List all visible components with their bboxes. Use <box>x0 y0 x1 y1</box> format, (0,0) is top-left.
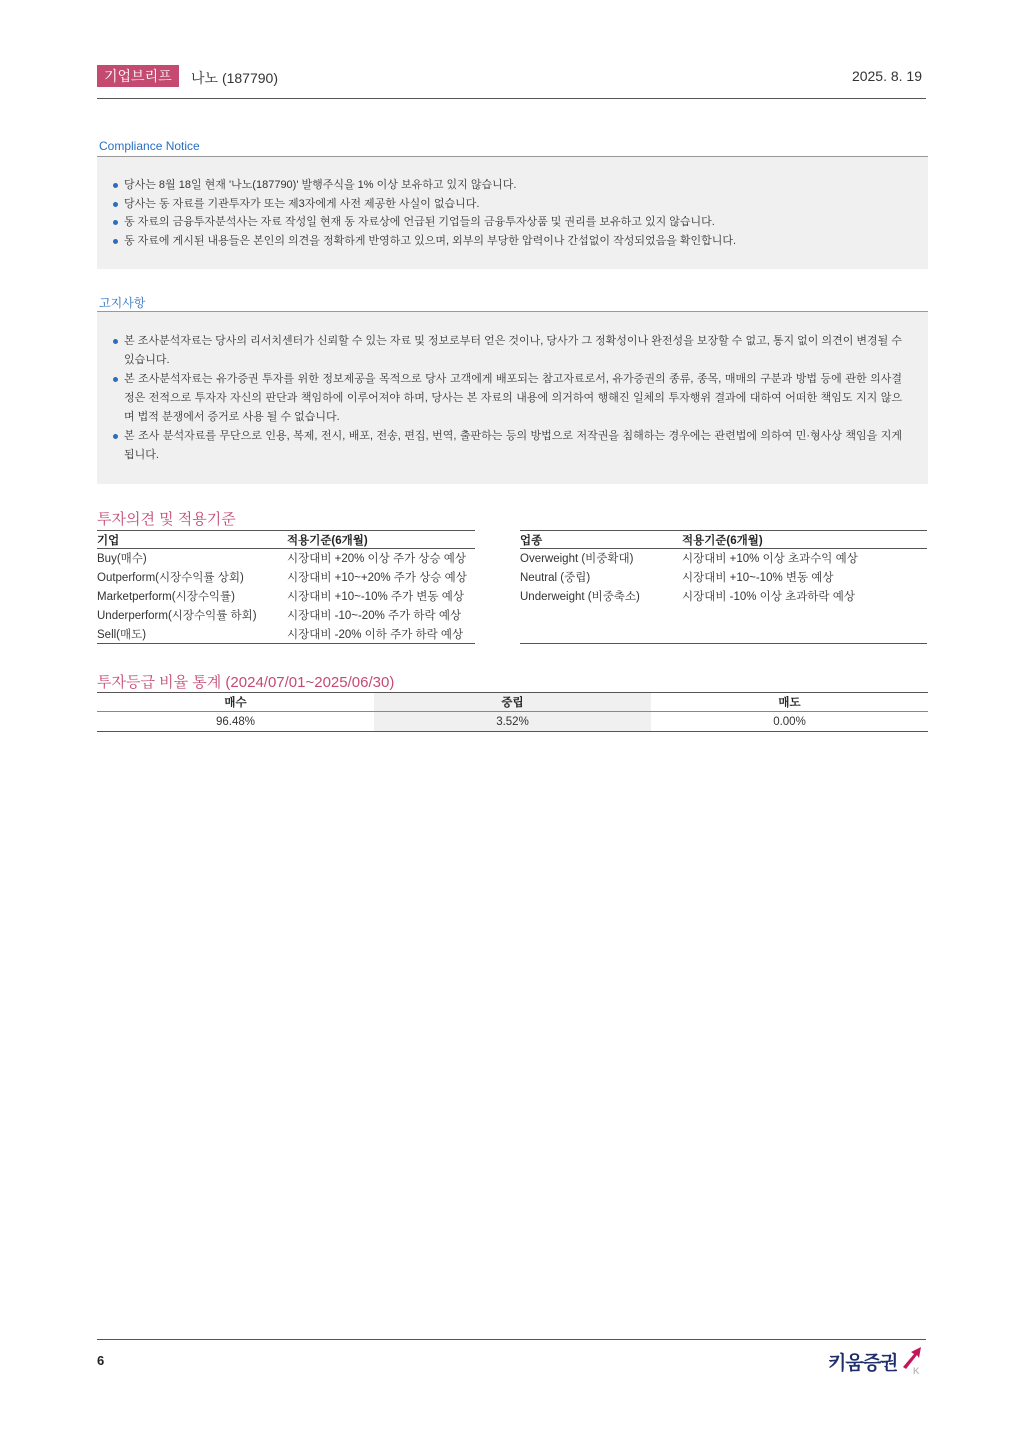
list-item: 당사는 동 자료를 기관투자가 또는 제3자에게 사전 제공한 사실이 없습니다. <box>111 195 902 214</box>
rating-criteria: 시장대비 +10~+20% 주가 상승 예상 <box>287 572 467 585</box>
table-row <box>97 624 475 643</box>
rating-label: Sell(매도) <box>97 628 147 641</box>
table-row <box>97 605 475 624</box>
rating-criteria: 시장대비 +10~-10% 변동 예상 <box>682 572 834 585</box>
column-header: 기업 <box>97 531 287 549</box>
table-row <box>97 712 928 732</box>
report-type-badge: 기업브리프 <box>97 65 179 87</box>
company-name: 나노 (187790) <box>191 70 278 86</box>
rating-criteria: 시장대비 -10~-20% 주가 하락 예상 <box>287 609 462 622</box>
table-row <box>520 568 927 587</box>
column-header: 매도 <box>651 693 928 712</box>
stat-value: 96.48% <box>215 715 255 728</box>
table-header-row <box>520 531 927 549</box>
rating-criteria: 시장대비 +10~-10% 주가 변동 예상 <box>287 590 464 603</box>
table-row <box>520 624 927 643</box>
compliance-title: Compliance Notice <box>99 139 200 153</box>
table-header-row <box>97 693 928 712</box>
arrow-logo-icon <box>900 1345 922 1375</box>
table-row <box>520 587 927 606</box>
list-item: 본 조사 분석자료를 무단으로 인용, 복제, 전시, 배포, 전송, 편집, 번역, 출판하는 등의 방법으로 저작권을 침해하는 경우에는 관련법에 의하여 민·형사상 책임을 지게 됩니다. <box>111 427 902 465</box>
table-row <box>520 549 927 568</box>
rating-criteria: 시장대비 +20% 이상 주가 상승 예상 <box>287 553 467 566</box>
rating-label: Buy(매수) <box>97 553 147 566</box>
brand-logo <box>828 1345 928 1375</box>
rating-label: Overweight (비중확대) <box>520 553 634 566</box>
stat-value: 0.00% <box>773 715 806 728</box>
compliance-box <box>97 157 928 269</box>
column-header: 매수 <box>97 693 374 712</box>
rating-label: Neutral (중립) <box>520 572 591 585</box>
footer-divider <box>97 1339 926 1340</box>
stats-title: 투자등급 비율 통계 (2024/07/01~2025/06/30) <box>97 674 395 691</box>
table-row <box>520 605 927 624</box>
rating-label: Underweight (비중축소) <box>520 590 640 603</box>
stat-value: 3.52% <box>374 712 651 732</box>
rating-criteria: 시장대비 -10% 이상 초과하락 예상 <box>682 590 855 603</box>
opinion-title: 투자의견 및 적용기준 <box>97 511 236 528</box>
column-header: 적용기준(6개월) <box>287 531 475 549</box>
report-date: 2025. 8. 19 <box>851 68 922 84</box>
list-item: 당사는 8월 18일 현재 '나노(187790)' 발행주식을 1% 이상 보유하고 있지 않습니다. <box>111 176 902 195</box>
page-number: 6 <box>97 1353 105 1368</box>
notice-box <box>97 312 928 484</box>
company-rating-table <box>97 530 475 644</box>
notice-title: 고지사항 <box>99 296 146 310</box>
column-header: 적용기준(6개월) <box>682 531 927 549</box>
rating-label: Marketperform(시장수익률) <box>97 590 235 603</box>
table-row <box>97 568 475 587</box>
svg-text:K: K <box>913 1366 920 1375</box>
table-row <box>97 549 475 568</box>
column-header: 중립 <box>374 693 651 712</box>
table-row <box>97 587 475 606</box>
notice-list <box>111 332 902 465</box>
logo-text: 키움증권 <box>828 1353 898 1374</box>
rating-criteria: 시장대비 +10% 이상 초과수익 예상 <box>682 553 858 566</box>
list-item: 본 조사분석자료는 유가증권 투자를 위한 정보제공을 목적으로 당사 고객에게 배포되는 참고자료로서, 유가증권의 종류, 종목, 매매의 구분과 방법 등에 관한 의사결정은 전적으로 투자자 자신의 판단과 책임하에 이루어져야 하며, 당사는 본 자료의 내용에 의거하여 행해진 일체의 투자행위 결과에 대하여 어떠한 책임도 지지 않으며 법적 분쟁에서 증거로 사용 될 수 없습니다. <box>111 370 902 427</box>
list-item: 본 조사분석자료는 당사의 리서치센터가 신뢰할 수 있는 자료 및 정보로부터 얻은 것이나, 당사가 그 정확성이나 완전성을 보장할 수 없고, 통지 없이 의견이 변경될 수 있습니다. <box>111 332 902 370</box>
column-header: 업종 <box>520 531 682 549</box>
list-item: 동 자료에 게시된 내용들은 본인의 의견을 정확하게 반영하고 있으며, 외부의 부당한 압력이나 간섭없이 작성되었음을 확인합니다. <box>111 232 902 251</box>
rating-label: Outperform(시장수익률 상회) <box>97 572 244 585</box>
page-header <box>97 64 926 99</box>
compliance-list <box>111 176 902 250</box>
rating-criteria: 시장대비 -20% 이하 주가 하락 예상 <box>287 628 464 641</box>
rating-stats-table <box>97 692 928 732</box>
list-item: 동 자료의 금융투자분석사는 자료 작성일 현재 동 자료상에 언급된 기업들의 금융투자상품 및 권리를 보유하고 있지 않습니다. <box>111 213 902 232</box>
table-header-row <box>97 531 475 549</box>
sector-rating-table <box>520 530 927 644</box>
rating-label: Underperform(시장수익률 하회) <box>97 609 257 622</box>
